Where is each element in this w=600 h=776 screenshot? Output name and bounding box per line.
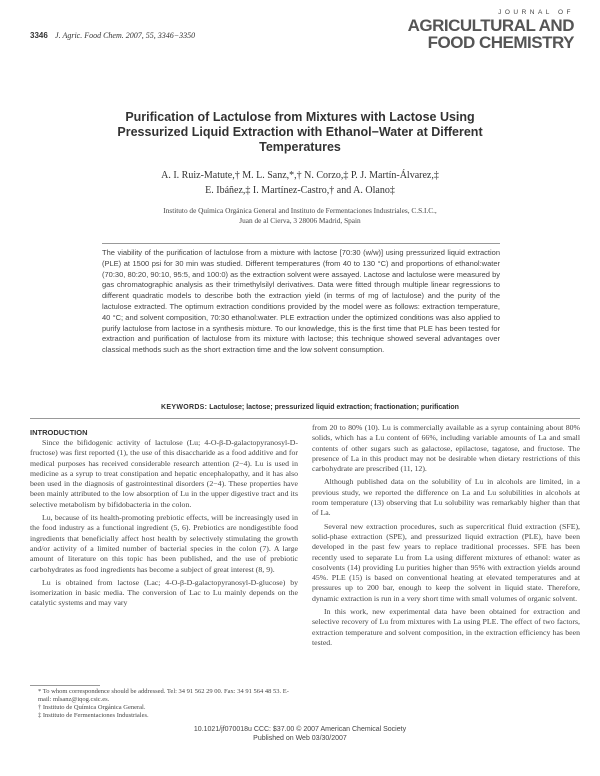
authors-line2: E. Ibáñez,‡ I. Martínez-Castro,† and A. Olano‡ xyxy=(205,185,395,196)
author-list xyxy=(70,168,530,198)
keywords-list: Lactulose; lactose; pressurized liquid extraction; fractionation; purification xyxy=(209,404,459,411)
section-heading-introduction: INTRODUCTION xyxy=(30,428,88,437)
footnote-rule xyxy=(30,685,100,686)
paragraph: Lu, because of its health-promoting prebiotic effects, will be increasingly used in the food industry as a functional ingredient (5, 6). Prebiotics are nondigestible food ingredients that beneficially affect host health by selectively stimulating the growth and/or activity of a limited number of bacterial species in the colon (7). A large amount of literature on this topic has been published, and the use of prebiotic carbohydrates as food ingredients has become a subject of great interest (8, 9). xyxy=(30,513,298,574)
article-title: Purification of Lactulose from Mixtures with Lactose Using Pressurized Liquid Extraction with Ethanol−Water at Different Temperatures xyxy=(117,110,483,154)
body-column-left xyxy=(30,438,298,612)
paragraph: Although published data on the solubility of Lu in alcohols are limited, in a previous study, we reported the difference on La and Lu solubilities in alcohols at room temperature (13) observing that Lu solubility was remarkably higher than that of La. xyxy=(312,477,580,518)
paragraph: Several new extraction procedures, such as supercritical fluid extraction (SFE), solid-phase extraction (SPE), and pressurized liquid extraction (PLE), have been developed in the past few years to replace traditional processes. SFE has been recently used to separate Lu from La using different mixtures of ethanol: water as cosolvents (14) providing Lu purities higher than 95% with extraction yields around 45%. PLE (15) is based on conventional heating at elevated temperatures and at pressures up to 200 bar, enough to keep the solvent in liquid state. Therefore, dynamic extraction is run in a very short time with small volumes of organic solvent. xyxy=(312,521,580,603)
authors-line1: A. I. Ruiz-Matute,† M. L. Sanz,*,† N. Corzo,‡ P. J. Martín-Álvarez,‡ xyxy=(161,170,439,181)
page-number: 3346 xyxy=(30,31,48,40)
abstract: The viability of the purification of lactulose from a mixture with lactose [70:30 (w/w)] using pressurized liquid extraction (PLE) at 1500 psi for 30 min was studied. Different temperatures (from 40 to 130 °C) and proportions of ethanol:water (70:30, 80:20, 90:10, 95:5, and 100:0) as the extraction solvent were assayed. Lactose and lactulose were measured by gas chromatographic analysis as their trimethylsilyl derivatives. Data were fitted through multiple linear regressions to different quadratic models to describe both the extraction yield (in terms of mg of lactulose) and the purity of the lactulose extracted. The optimum extraction conditions provided by the model were as follows: extraction temperature, 40 °C; and solvent composition, 70:30 ethanol:water. PLE extraction under the optimized conditions was also applied to purify lactulose from lactose in a synthesis mixture. To our knowledge, this is the first time that PLE has been tested for extraction and purification of lactulose from its mixture with lactose; this technique showed several advantages over classical methods such as the short extraction time and the low solvent consumption. xyxy=(102,248,500,355)
paragraph: In this work, new experimental data have been obtained for extraction and selective recovery of Lu from mixtures with La using PLE. The effect of two factors, extraction temperature and solvent composition, in the extraction efficiency has been tested. xyxy=(312,607,580,647)
page-footer xyxy=(150,725,450,743)
running-header xyxy=(30,31,195,40)
footnote: * To whom correspondence should be addressed. Tel: 34 91 562 29 00. Fax: 34 91 564 48 53. E-mail: mlsanz@iqog.csic.es. xyxy=(38,688,289,703)
keywords-rule xyxy=(30,418,580,419)
publication-date: Published on Web 03/30/2007 xyxy=(253,735,347,742)
keywords-label: KEYWORDS: xyxy=(161,404,208,411)
footnote: † Instituto de Química Orgánica General. xyxy=(38,704,146,711)
body-column-right xyxy=(312,423,580,651)
journal-logo xyxy=(408,10,574,51)
paragraph: Lu is obtained from lactose (Lac; 4-O-β-D-galactopyranosyl-D-glucose) by isomerization in basic media. The conversion of Lac to Lu mainly depends on the catalytic systems and may vary xyxy=(30,577,298,608)
footnote: ‡ Instituto de Fermentaciones Industriales. xyxy=(38,712,149,719)
paragraph: from 20 to 80% (10). Lu is commercially available as a syrup containing about 80% solids, which has a Lu content of 66%, including variable amounts of La and small contents of other sugars such as galactose, epilactose, tagatose, and fructose. The presence of La in this product may not be desirable when dietary restrictions of this carbohydrate are prescribed (11, 12). xyxy=(312,423,580,474)
logo-line3: FOOD CHEMISTRY xyxy=(427,32,574,52)
affiliation-line2: Juan de al Cierva, 3 28006 Madrid, Spain xyxy=(239,216,361,225)
logo-line1: JOURNAL OF xyxy=(498,9,574,16)
journal-citation: J. Agric. Food Chem. 2007, 55, 3346−3350 xyxy=(55,31,196,40)
abstract-top-rule xyxy=(102,243,500,244)
doi-copyright: 10.1021/jf070018u CCC: $37.00 © 2007 American Chemical Society xyxy=(193,726,407,733)
affiliation xyxy=(90,206,510,226)
keywords xyxy=(90,404,530,411)
logo-line2: AGRICULTURAL AND xyxy=(407,15,574,35)
footnotes xyxy=(30,688,298,720)
paragraph: Since the bifidogenic activity of lactulose (Lu; 4-O-β-D-galactopyranosyl-D-fructose) was first reported (1), the use of this disaccharide as a food additive and for medical purposes has received considerable research attention (2−4). Lu is used in medicine as a syrup to treat constipation and hepatic encephalopathy, and it has also been used in the diagnosis of gastrointestinal disorders (2−4). These properties have been mainly attributed to the low absorption of Lu in the upper digestive tract and its selective metabolism by bifidobacteria in the colon. xyxy=(30,438,298,509)
affiliation-line1: Instituto de Química Orgánica General and Instituto de Fermentaciones Industriales, C.S.I.C., xyxy=(163,206,437,215)
